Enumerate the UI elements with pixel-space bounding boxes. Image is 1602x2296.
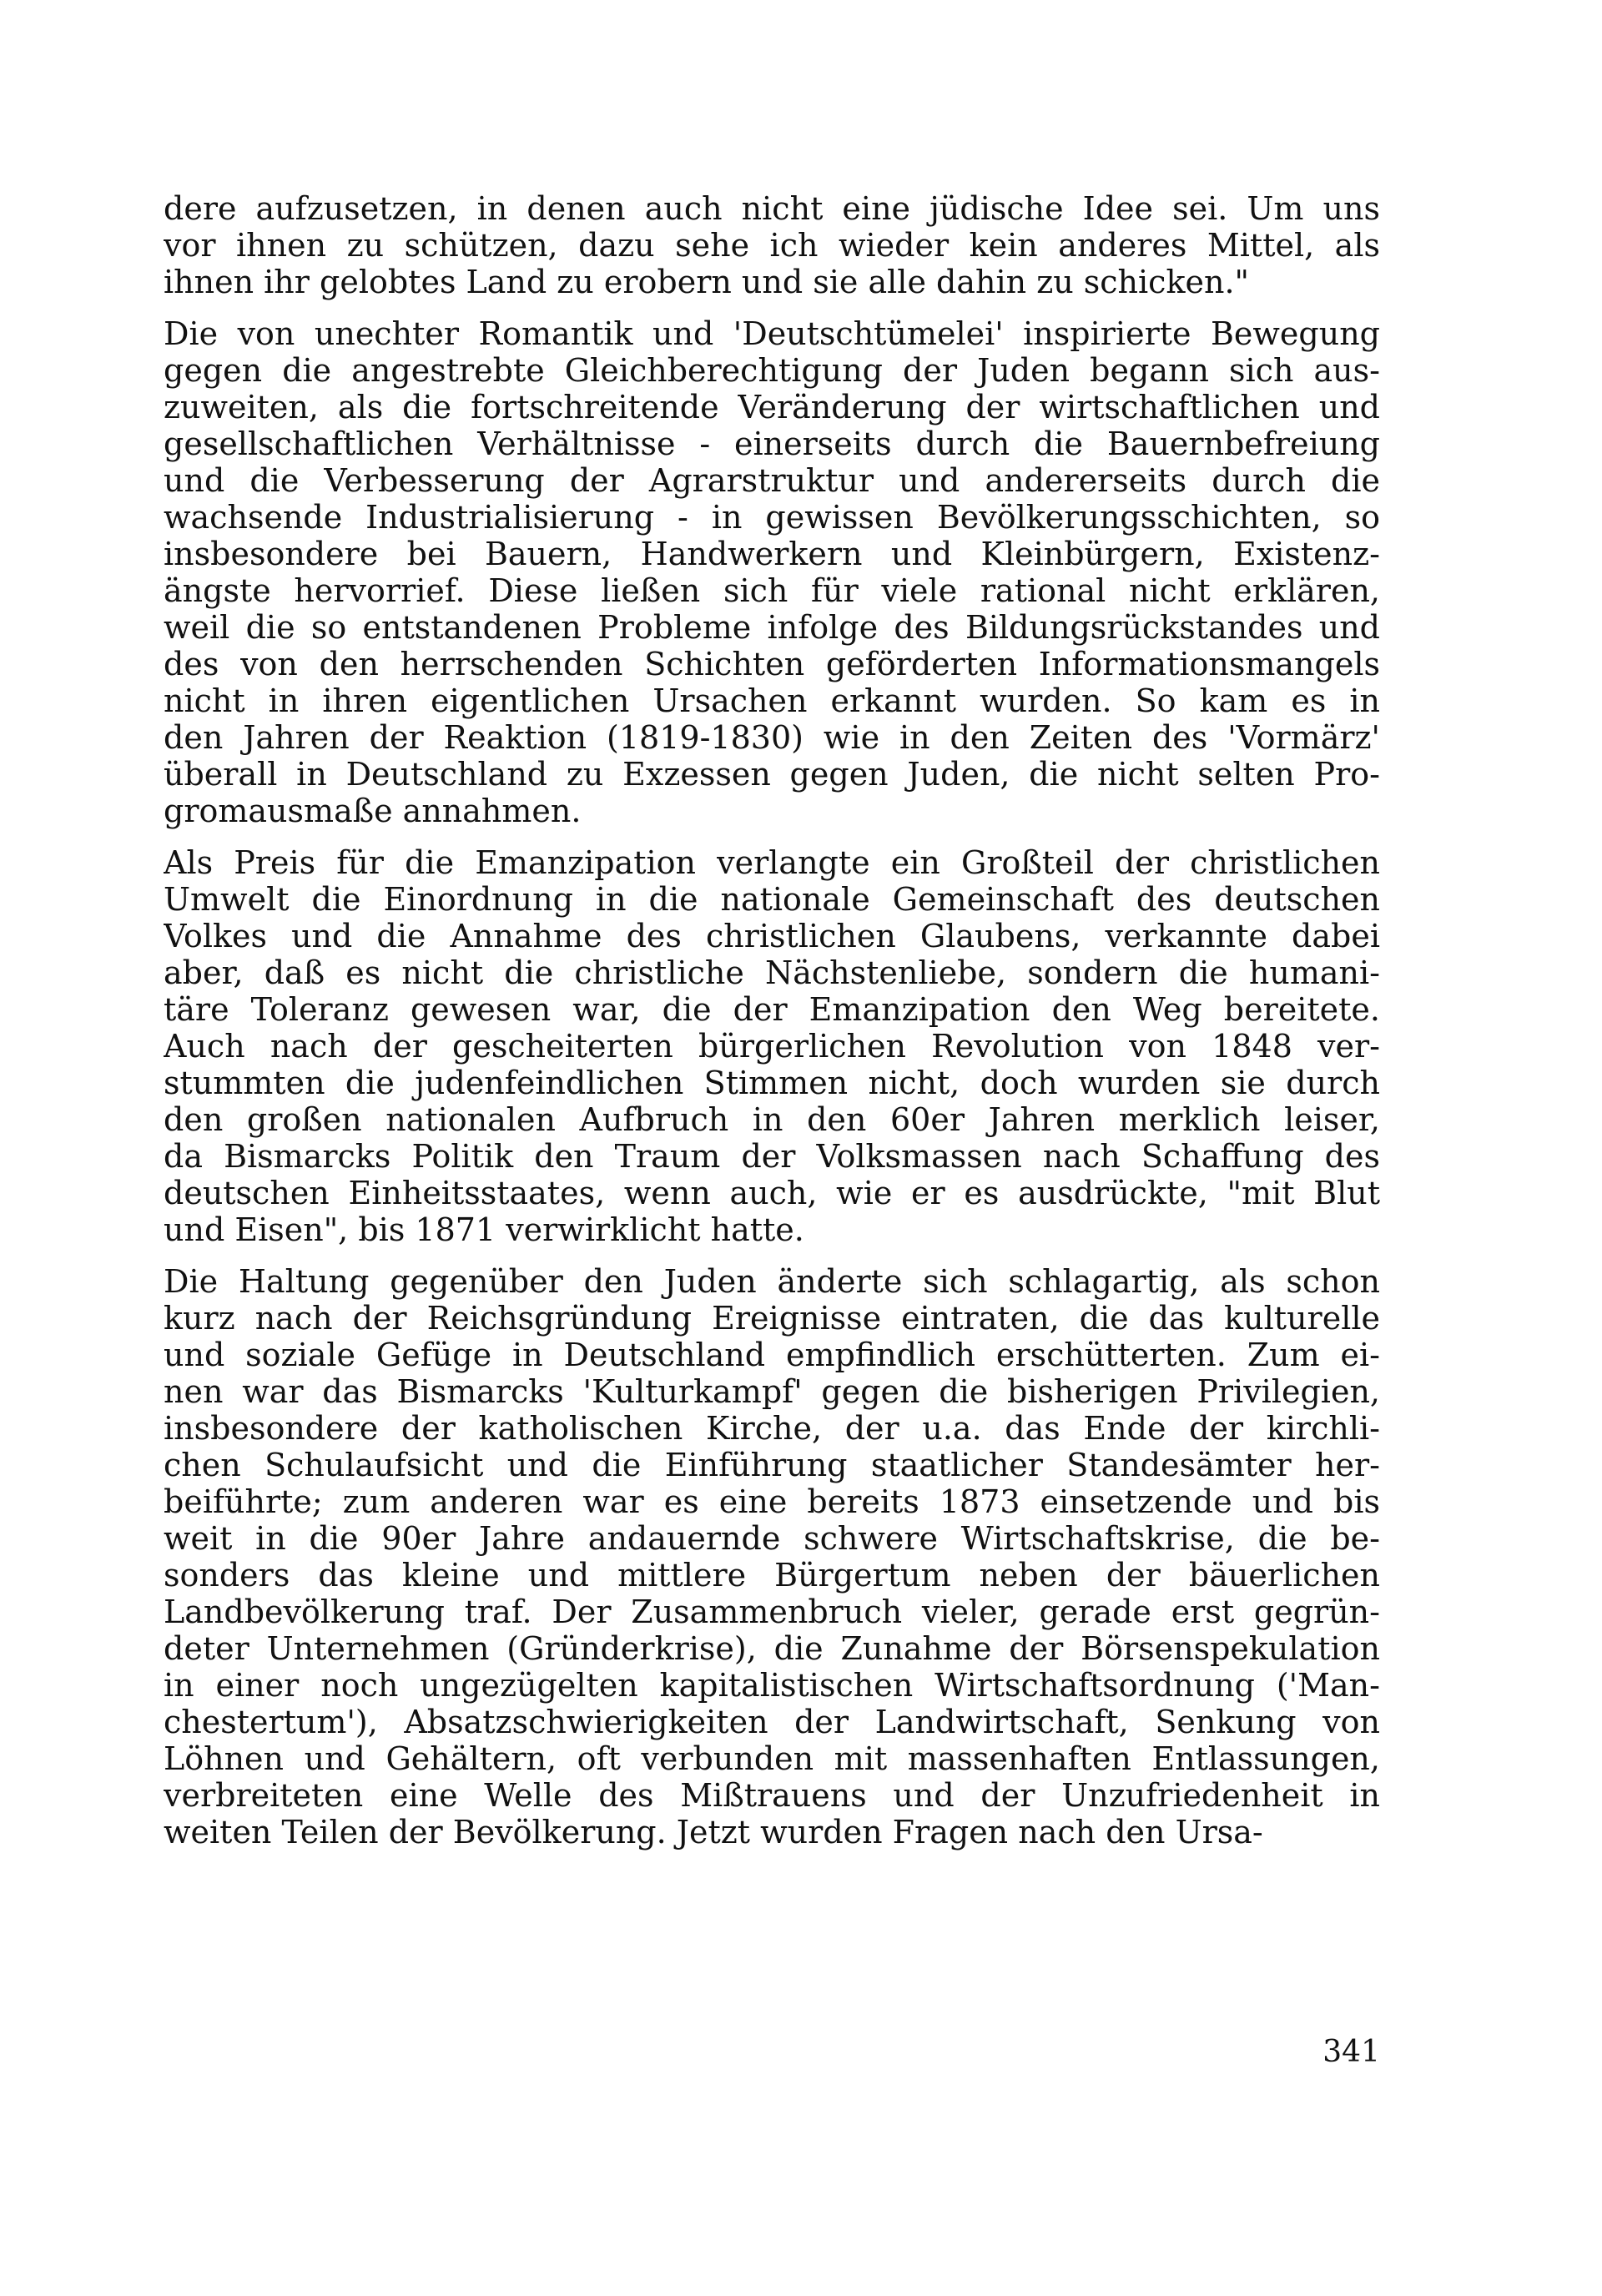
text-line: chestertum'), Absatzschwierigkeiten der Landwirtschaft, Senkung von xyxy=(164,1704,1380,1740)
text-line: insbesondere bei Bauern, Handwerkern und Kleinbürgern, Existenz- xyxy=(164,536,1380,572)
text-line: sonders das kleine und mittlere Bürgertum neben der bäuerlichen xyxy=(164,1557,1380,1594)
text-line: gesellschaftlichen Verhältnisse - einerseits durch die Bauernbefreiung xyxy=(164,425,1380,462)
text-line: verbreiteten eine Welle des Mißtrauens und der Unzufriedenheit in xyxy=(164,1777,1380,1814)
text-line: Landbevölkerung traf. Der Zusammenbruch vieler, gerade erst gegrün- xyxy=(164,1594,1380,1630)
text-line: Die Haltung gegenüber den Juden änderte sich schlagartig, als schon xyxy=(164,1263,1380,1300)
text-line: Volkes und die Annahme des christlichen Glaubens, verkannte dabei xyxy=(164,918,1380,954)
text-line: den großen nationalen Aufbruch in den 60er Jahren merklich leiser, xyxy=(164,1101,1380,1138)
text-line: zuweiten, als die fortschreitende Veränderung der wirtschaftlichen und xyxy=(164,389,1380,425)
text-line: ihnen ihr gelobtes Land zu erobern und sie alle dahin zu schicken." xyxy=(164,264,1249,300)
text-line: ängste hervorrief. Diese ließen sich für viele rational nicht erklären, xyxy=(164,572,1380,609)
text-line: Löhnen und Gehältern, oft verbunden mit massenhaften Entlassungen, xyxy=(164,1740,1380,1777)
text-line: da Bismarcks Politik den Traum der Volksmassen nach Schaffung des xyxy=(164,1138,1380,1175)
text-line: nen war das Bismarcks 'Kulturkampf' gegen die bisherigen Privilegien, xyxy=(164,1373,1380,1410)
text-line: Die von unechter Romantik und 'Deutschtümelei' inspirierte Bewegung xyxy=(164,315,1380,352)
text-line: gromausmaße annahmen. xyxy=(164,793,582,829)
text-line: und soziale Gefüge in Deutschland empfindlich erschütterten. Zum ei- xyxy=(164,1337,1380,1373)
text-line: Auch nach der gescheiterten bürgerlichen Revolution von 1848 ver- xyxy=(164,1028,1380,1065)
text-line: Umwelt die Einordnung in die nationale Gemeinschaft des deutschen xyxy=(164,881,1380,918)
text-line: wachsende Industrialisierung - in gewissen Bevölkerungsschichten, so xyxy=(164,499,1380,536)
text-line: in einer noch ungezügelten kapitalistischen Wirtschaftsordnung ('Man- xyxy=(164,1667,1380,1704)
text-line: weit in die 90er Jahre andauernde schwere Wirtschaftskrise, die be- xyxy=(164,1520,1380,1557)
text-line: des von den herrschenden Schichten geförderten Informationsmangels xyxy=(164,646,1380,682)
text-line: chen Schulaufsicht und die Einführung staatlicher Standesämter her- xyxy=(164,1447,1380,1483)
text-line: überall in Deutschland zu Exzessen gegen Juden, die nicht selten Pro- xyxy=(164,756,1380,793)
text-line: beiführte; zum anderen war es eine bereits 1873 einsetzende und bis xyxy=(164,1483,1380,1520)
text-line: vor ihnen zu schützen, dazu sehe ich wieder kein anderes Mittel, als xyxy=(164,227,1380,264)
text-line: und Eisen", bis 1871 verwirklicht hatte. xyxy=(164,1211,804,1248)
text-line: und die Verbesserung der Agrarstruktur und andererseits durch die xyxy=(164,462,1380,499)
text-line: täre Toleranz gewesen war, die der Emanzipation den Weg bereitete. xyxy=(164,991,1380,1028)
text-line: weil die so entstandenen Probleme infolge des Bildungsrückstandes und xyxy=(164,609,1380,646)
text-line: insbesondere der katholischen Kirche, der u.a. das Ende der kirchli- xyxy=(164,1410,1380,1447)
text-line: Als Preis für die Emanzipation verlangte ein Großteil der christlichen xyxy=(164,844,1380,881)
text-line: den Jahren der Reaktion (1819-1830) wie in den Zeiten des 'Vormärz' xyxy=(164,719,1380,756)
text-line: deter Unternehmen (Gründerkrise), die Zunahme der Börsenspekulation xyxy=(164,1630,1380,1667)
text-line: kurz nach der Reichsgründung Ereignisse eintraten, die das kulturelle xyxy=(164,1300,1380,1337)
text-line: dere aufzusetzen, in denen auch nicht eine jüdische Idee sei. Um uns xyxy=(164,190,1380,227)
text-line: weiten Teilen der Bevölkerung. Jetzt wurden Fragen nach den Ursa- xyxy=(164,1814,1263,1850)
text-line: nicht in ihren eigentlichen Ursachen erkannt wurden. So kam es in xyxy=(164,682,1380,719)
page-number: 341 xyxy=(1322,2035,1380,2069)
text-line: gegen die angestrebte Gleichberechtigung der Juden begann sich aus- xyxy=(164,352,1380,389)
text-line: stummten die judenfeindlichen Stimmen nicht, doch wurden sie durch xyxy=(164,1065,1380,1101)
text-line: deutschen Einheitsstaates, wenn auch, wie er es ausdrückte, "mit Blut xyxy=(164,1175,1380,1211)
text-line: aber, daß es nicht die christliche Nächstenliebe, sondern die humani- xyxy=(164,954,1380,991)
